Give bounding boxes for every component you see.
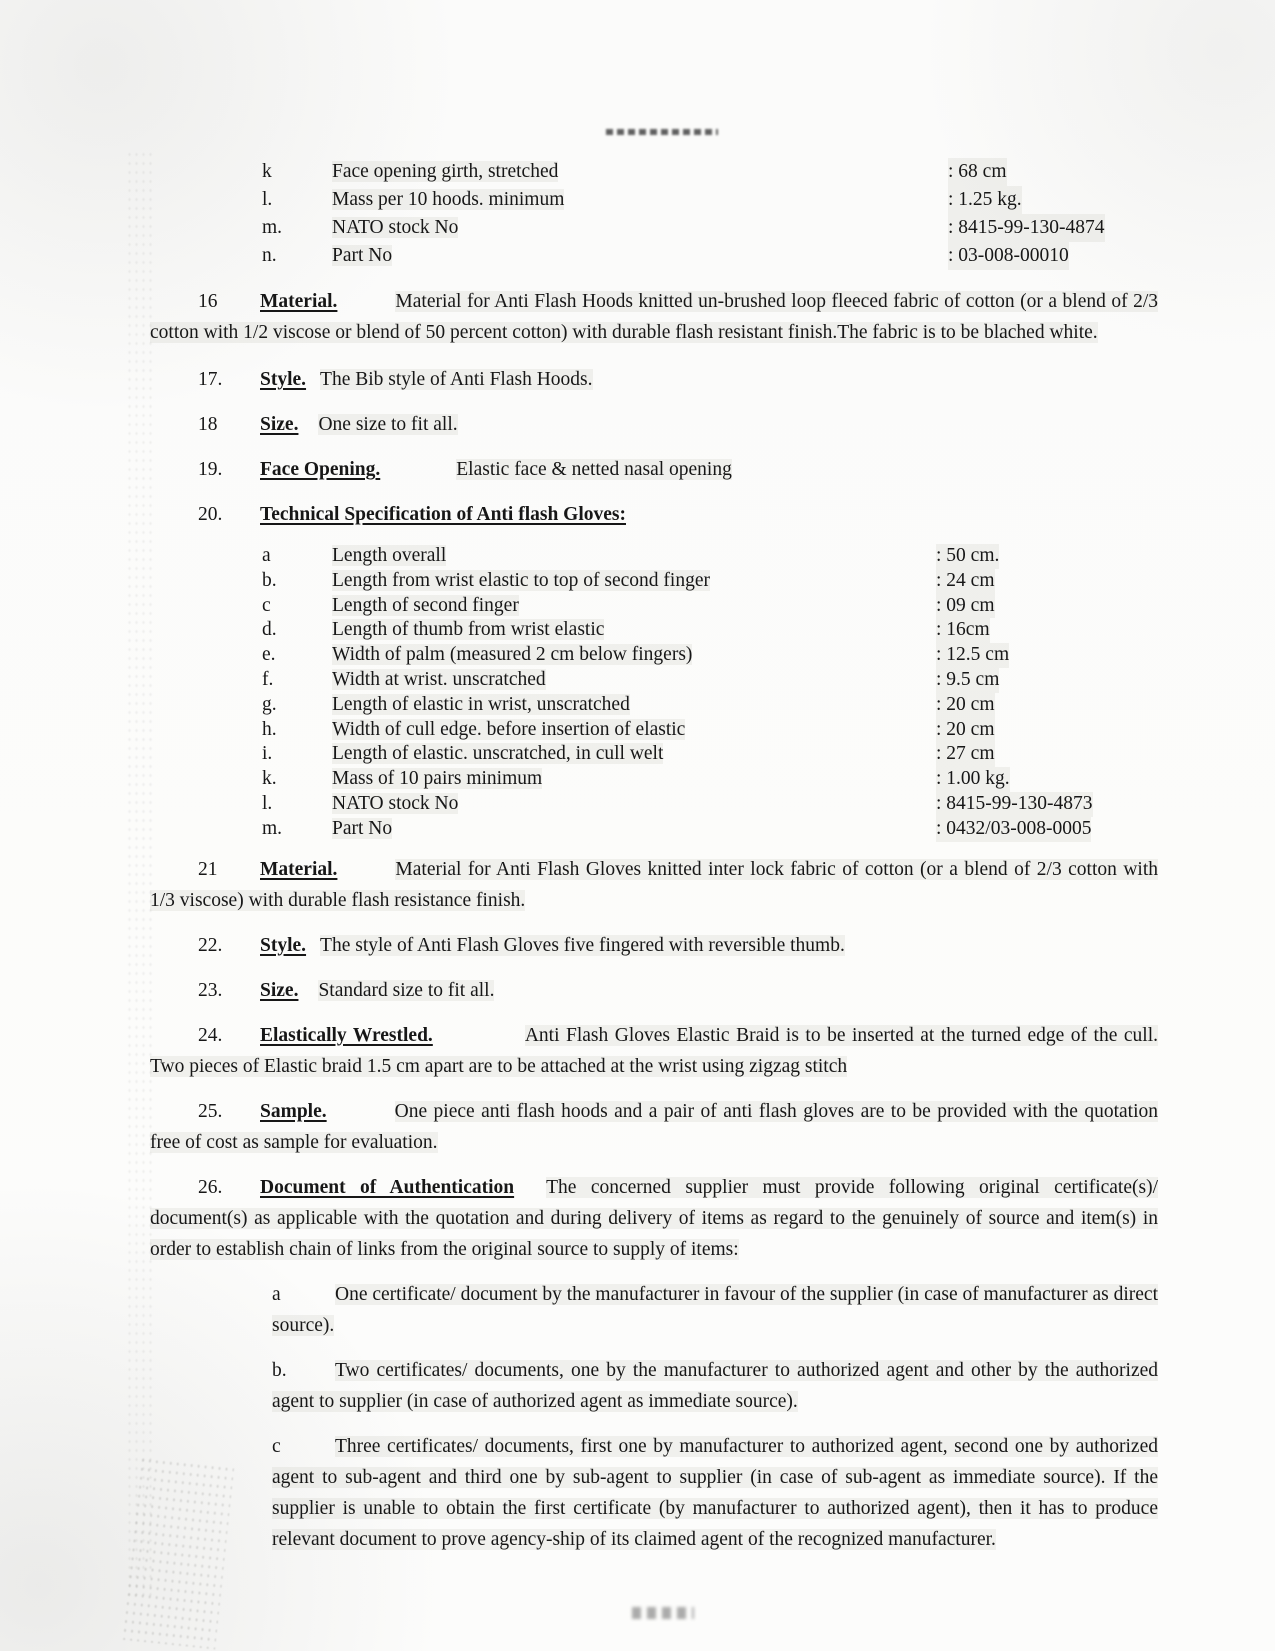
section-number: 23. [198,979,223,1001]
item-text: One certificate/ document by the manufacturer in favour of the supplier (in case of manufacturer as direct source). [272,1283,1158,1336]
item-letter: m. [262,817,283,839]
section-21-material [150,854,1158,916]
top-scan-smudge [606,129,718,135]
document-content [150,158,1158,1555]
item-label: Part No [332,817,393,839]
section-20-glove-spec-heading [150,499,1158,530]
auth-item-a [272,1279,1158,1341]
item-text: Three certificates/ documents, first one by manufacturer to authorized agent, second one by authorized agent to sub-agent and third one by sub-agent to supplier (in case of sub-agent as immediate source). If the supplier is unable to obtain the first certificate (by manufacturer to authorized agent), then it has to produce relevant document to prove agency-ship of its claimed agent of the recognized manufacturer. [272,1435,1158,1550]
item-value: : 24 cm [936,569,995,594]
spec-row [150,242,1158,270]
item-value: : 16cm [936,618,990,643]
item-text: Two certificates/ documents, one by the manufacturer to authorized agent and other by the authorized agent to supplier (in case of authorized agent as immediate source). [272,1359,1158,1412]
spec-row [150,792,1158,817]
section-24-elastically-wrestled [150,1020,1158,1082]
spec-row [150,668,1158,693]
item-value: : 8415-99-130-4873 [936,792,1093,817]
item-value: : 27 cm [936,742,995,767]
section-body: Material for Anti Flash Gloves knitted inter lock fabric of cotton (or a blend of 2/3 cotton with 1/3 viscose) with durable flash resistance finish. [150,858,1158,911]
spec-row [150,817,1158,842]
item-letter: b. [262,569,277,591]
section-number: 21 [198,858,218,880]
item-value: : 12.5 cm [936,643,1009,668]
section-number: 19. [198,459,223,480]
item-letter: c [262,594,271,616]
section-title: Elastically Wrestled. [260,1024,433,1046]
section-title: Technical Specification of Anti flash Gloves: [260,504,626,525]
item-label: NATO stock No [332,792,459,814]
spec-row [150,693,1158,718]
item-letter: c [272,1435,281,1457]
item-letter: f. [262,668,274,690]
item-label: NATO stock No [332,217,459,238]
section-number: 25. [198,1100,223,1122]
item-value: : 8415-99-130-4874 [948,214,1105,242]
section-18-size [150,409,1158,440]
item-label: Length of elastic. unscratched, in cull welt [332,743,664,765]
spec-row [150,718,1158,743]
item-letter: n. [262,245,277,266]
section-body: The Bib style of Anti Flash Hoods. [320,369,593,390]
spec-row [150,618,1158,643]
item-letter: b. [272,1359,287,1381]
item-label: Width of cull edge. before insertion of elastic [332,718,686,740]
item-letter: h. [262,718,277,740]
item-value: : 9.5 cm [936,668,999,693]
section-title: Document of Authentication [260,1176,515,1198]
section-number: 24. [198,1024,223,1046]
section-title: Size. [260,979,299,1001]
section-body: Standard size to fit all. [318,979,495,1001]
section-body: One piece anti flash hoods and a pair of anti flash gloves are to be provided with the quotation free of cost as sample for evaluation. [150,1100,1158,1153]
section-number: 22. [198,934,223,956]
section-title: Face Opening. [260,459,381,480]
section-body: Material for Anti Flash Hoods knitted un-brushed loop fleeced fabric of cotton (or a blend of 2/3 cotton with 1/2 viscose or blend of 50 percent cotton) with durable flash resistant finish.The fabric is to be blached white. [150,291,1158,343]
section-title: Size. [260,414,299,435]
spec-row [150,742,1158,767]
section-16-material [150,286,1158,348]
item-value: : 0432/03-008-0005 [936,817,1091,842]
section-number: 17. [198,369,223,390]
item-label: Length overall [332,545,447,566]
item-value: : 68 cm [948,158,1007,186]
item-letter: l. [262,792,273,814]
item-letter: m. [262,217,283,238]
section-title: Material. [260,291,338,312]
section-19-face-opening [150,454,1158,485]
item-letter: k [262,161,272,182]
section-number: 20. [198,504,223,525]
item-value: : 09 cm [936,594,995,619]
item-letter: a [272,1283,281,1305]
item-letter: d. [262,619,277,641]
item-value: : 1.25 kg. [948,186,1022,214]
section-number: 16 [198,291,218,312]
item-value: : 20 cm [936,693,995,718]
section-26-document-of-authentication [150,1172,1158,1265]
auth-item-b [272,1355,1158,1417]
item-value: : 1.00 kg. [936,767,1010,792]
item-letter: g. [262,693,277,715]
item-label: Face opening girth, stretched [332,161,559,182]
hood-spec-table [150,158,1158,270]
item-value: : 03-008-00010 [948,242,1069,270]
section-number: 26. [198,1176,223,1198]
item-label: Mass of 10 pairs minimum [332,768,543,790]
item-label: Length of thumb from wrist elastic [332,619,605,641]
spec-row [150,569,1158,594]
section-body: The concerned supplier must provide following original certificate(s)/ document(s) as applicable with the quotation and during delivery of items as regard to the genuinely of source and item(s) in order to establish chain of links from the original source to supply of items: [150,1176,1158,1260]
section-title: Style. [260,934,307,956]
item-value: : 50 cm. [936,544,999,569]
spec-row [150,186,1158,214]
item-letter: l. [262,189,273,210]
item-label: Length of elastic in wrist, unscratched [332,693,630,715]
section-25-sample [150,1096,1158,1158]
auth-item-c [272,1431,1158,1555]
item-label: Width at wrist. unscratched [332,668,546,690]
section-body: Elastic face & netted nasal opening [456,459,732,480]
spec-row [150,544,1158,569]
section-title: Sample. [260,1100,327,1122]
section-body: The style of Anti Flash Gloves five fingered with reversible thumb. [320,934,845,956]
spec-row [150,214,1158,242]
item-letter: a [262,545,271,566]
spec-row [150,594,1158,619]
section-title: Material. [260,858,338,880]
item-label: Part No [332,245,393,266]
spec-row [150,158,1158,186]
item-letter: e. [262,644,276,666]
section-number: 18 [198,414,218,435]
item-label: Mass per 10 hoods. minimum [332,189,565,210]
section-17-style [150,364,1158,395]
item-letter: k. [262,768,277,790]
section-23-size [150,975,1158,1006]
section-22-style [150,930,1158,961]
page-number-smudge [632,1607,694,1619]
glove-spec-table [150,544,1158,842]
item-label: Width of palm (measured 2 cm below fingers) [332,644,693,666]
section-title: Style. [260,369,307,390]
item-value: : 20 cm [936,718,995,743]
left-margin-scan-noise [126,150,152,1600]
section-body: One size to fit all. [318,414,458,435]
spec-row [150,643,1158,668]
item-label: Length of second finger [332,594,519,616]
spec-row [150,767,1158,792]
item-label: Length from wrist elastic to top of second finger [332,569,710,591]
section-body: Anti Flash Gloves Elastic Braid is to be inserted at the turned edge of the cull. Two pieces of Elastic braid 1.5 cm apart are to be attached at the wrist using zigzag stitch [150,1024,1158,1077]
item-letter: i. [262,743,273,765]
